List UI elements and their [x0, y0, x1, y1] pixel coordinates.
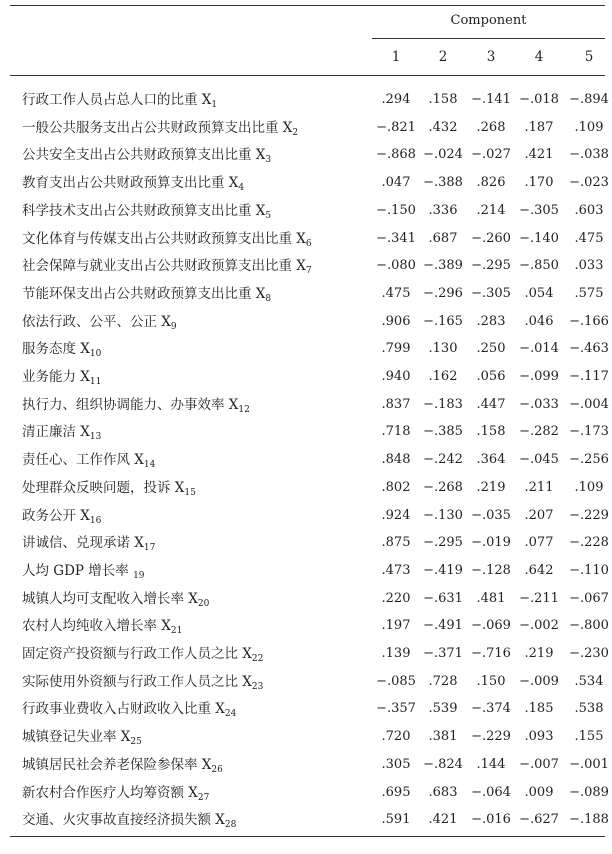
table-cell: .799 [381, 341, 411, 357]
table-cell: −.868 [376, 147, 416, 163]
row-label-text: 固定资产投资额与行政工作人员之比 X [22, 646, 252, 662]
table-cell: .046 [524, 313, 554, 329]
table-cell: .077 [524, 535, 554, 551]
table-cell: −.282 [519, 424, 559, 440]
table-cell: .591 [381, 812, 411, 828]
table-cell: .432 [428, 119, 458, 135]
table-row [10, 529, 609, 557]
table-row [10, 363, 609, 391]
row-label-text: 科学技术支出占公共财政预算支出比重 X [22, 202, 266, 219]
row-label-text: 处理群众反映问题，投诉 X [22, 479, 185, 496]
table-cell: .364 [476, 452, 506, 468]
column-number-4: 4 [534, 49, 544, 65]
table-cell: .211 [524, 479, 554, 495]
row-label-subscript: 24 [224, 709, 237, 720]
row-label-subscript: 20 [197, 598, 210, 609]
table-cell: −.242 [423, 452, 463, 468]
table-cell: −.007 [519, 756, 559, 772]
table-cell: −.357 [376, 701, 416, 717]
table-cell: .220 [381, 590, 411, 606]
table-cell: .826 [476, 175, 506, 191]
row-label-text: 交通、火灾事故直接经济损失额 X [22, 812, 225, 829]
table-cell: −.035 [471, 507, 511, 523]
row-label-subscript: 17 [143, 543, 156, 554]
table-cell: −.627 [519, 812, 559, 828]
row-label-subscript: 27 [197, 792, 210, 803]
table-cell: −.080 [376, 258, 416, 274]
table-row [10, 751, 609, 779]
table-cell: −.821 [376, 119, 416, 135]
row-label-subscript: 7 [305, 266, 312, 277]
table-cell: .130 [428, 341, 458, 357]
table-cell: −.389 [423, 258, 463, 274]
table-row [10, 114, 605, 142]
table-cell: −.033 [519, 396, 559, 412]
table-cell: −.824 [423, 756, 463, 772]
table-cell: −.016 [471, 812, 511, 828]
table-cell: .170 [524, 175, 554, 191]
table-cell: −.388 [423, 175, 463, 191]
header-bottom-rule [10, 75, 605, 76]
row-label-subscript: 19 [133, 570, 145, 581]
table-cell: .268 [476, 119, 506, 135]
table-cell: −.045 [519, 452, 559, 468]
row-label-subscript: 22 [251, 654, 264, 664]
table-cell: .906 [381, 313, 411, 329]
table-cell: −.631 [423, 590, 463, 606]
table-cell: .207 [524, 507, 554, 523]
table-cell: .539 [428, 701, 458, 717]
table-cell: .056 [476, 369, 506, 384]
table-cell: −.256 [569, 452, 609, 468]
table-cell: .687 [428, 230, 458, 246]
column-number-1: 1 [391, 49, 401, 65]
table-row [10, 557, 609, 585]
table-cell: .158 [476, 424, 506, 440]
table-cell: −.140 [519, 230, 559, 246]
table-cell: .093 [524, 729, 554, 745]
column-number-3: 3 [486, 49, 496, 65]
table-row [10, 197, 605, 225]
table-cell: −.009 [519, 673, 559, 689]
table-cell: .155 [574, 729, 604, 745]
table-cell: .695 [381, 784, 411, 800]
row-label-subscript: 14 [143, 460, 156, 471]
table-cell: −.850 [519, 258, 559, 274]
table-cell: .150 [476, 673, 506, 689]
bottom-rule [10, 836, 605, 837]
row-label-text: 人均 GDP 增长率 [22, 562, 134, 579]
table-cell: −.173 [569, 424, 609, 440]
table-cell: .538 [574, 701, 604, 717]
row-label-text: 依法行政、公平、公正 X [22, 313, 171, 330]
table-row [10, 723, 605, 751]
table-row [10, 474, 605, 502]
table-cell: .219 [524, 646, 554, 661]
table-cell: −.166 [569, 313, 609, 329]
table-cell: −.018 [519, 92, 559, 107]
table-row [10, 446, 609, 474]
row-label-text: 城镇人均可支配收入增长率 X [22, 590, 198, 607]
table-cell: .475 [574, 230, 604, 246]
table-cell: −.014 [519, 341, 559, 357]
table-cell: −.027 [471, 147, 511, 163]
row-label-text: 农村人均纯收入增长率 X [22, 618, 171, 635]
row-label-subscript: 28 [224, 820, 237, 831]
table-cell: −.268 [423, 479, 463, 495]
table-cell: −.067 [569, 590, 609, 606]
table-cell: −.716 [471, 646, 511, 661]
table-cell: −.295 [423, 535, 463, 551]
row-label-subscript: 11 [89, 377, 102, 387]
table-cell: −.019 [471, 535, 511, 551]
table-cell: .447 [476, 396, 506, 412]
row-label-subscript: 26 [211, 764, 223, 775]
row-label-text: 行政事业费收入占财政收入比重 X [22, 701, 225, 718]
table-cell: .720 [381, 729, 411, 745]
table-cell: .162 [428, 369, 458, 384]
table-cell: .109 [574, 479, 604, 495]
table-cell: .924 [381, 507, 411, 523]
table-row [10, 612, 609, 640]
row-label-text: 业务能力 X [22, 369, 90, 385]
table-cell: −.211 [519, 590, 559, 606]
table-row [10, 252, 605, 280]
table-cell: .683 [428, 784, 458, 800]
table-cell: .575 [574, 285, 604, 301]
row-label [22, 806, 236, 839]
row-label-subscript: 15 [184, 487, 196, 498]
table-cell: −.230 [569, 646, 609, 661]
row-label-subscript: 21 [170, 626, 183, 637]
table-cell: .144 [476, 756, 506, 772]
table-cell: .283 [476, 313, 506, 329]
row-label-subscript: 16 [89, 515, 102, 526]
row-label-text: 城镇登记失业率 X [22, 729, 131, 746]
row-label-subscript: 25 [130, 737, 142, 748]
table-cell: −.296 [423, 285, 463, 301]
row-label-text: 新农村合作医疗人均筹资额 X [22, 784, 198, 801]
row-label-subscript: 6 [305, 238, 312, 249]
table-cell: .305 [381, 756, 411, 772]
table-cell: .009 [524, 784, 554, 800]
table-cell: .802 [381, 479, 411, 495]
table-cell: −.069 [471, 618, 511, 634]
row-label-text: 讲诚信、兑现承诺 X [22, 535, 144, 552]
table-cell: .837 [381, 396, 411, 412]
table-row [10, 225, 605, 253]
table-cell: −.128 [471, 562, 511, 578]
table-row [10, 668, 605, 696]
table-cell: −.800 [569, 618, 609, 634]
table-row [10, 806, 609, 834]
table-cell: −.228 [569, 535, 609, 551]
table-row [10, 141, 609, 169]
table-row [10, 391, 609, 419]
table-cell: −.089 [569, 784, 609, 800]
column-number-2: 2 [438, 49, 448, 65]
row-label-text: 实际使用外资额与行政工作人员之比 X [22, 673, 252, 690]
table-row [10, 502, 609, 530]
table-cell: .219 [476, 479, 506, 495]
table-cell: −.064 [471, 784, 511, 800]
row-label-text: 行政工作人员占总人口的比重 X [22, 92, 212, 108]
table-cell: .728 [428, 673, 458, 689]
table-cell: .940 [381, 369, 411, 384]
table-cell: .214 [476, 202, 506, 218]
table-cell: −.894 [569, 92, 609, 107]
row-label-subscript: 8 [265, 293, 272, 304]
table-cell: .139 [381, 646, 411, 661]
table-cell: .421 [524, 147, 554, 163]
table-cell: −.141 [471, 92, 511, 107]
table-cell: .294 [381, 92, 411, 107]
row-label-subscript: 4 [238, 183, 245, 194]
row-label-text: 节能环保支出占公共财政预算支出比重 X [22, 285, 266, 302]
table-cell: −.419 [423, 562, 463, 578]
row-label-text: 文化体育与传媒支出占公共财政预算支出比重 X [22, 230, 306, 247]
table-cell: .158 [428, 92, 458, 107]
table-cell: .047 [381, 175, 411, 191]
table-row [10, 335, 609, 363]
table-cell: −.260 [471, 230, 511, 246]
table-cell: −.117 [569, 369, 609, 384]
row-label-text: 城镇居民社会养老保险参保率 X [22, 756, 212, 773]
row-label-text: 政务公开 X [22, 507, 90, 524]
table-cell: −.023 [569, 175, 609, 191]
row-label-subscript: 5 [265, 210, 272, 221]
row-label-subscript: 12 [238, 404, 250, 415]
table-cell: −.085 [376, 673, 416, 689]
table-row [10, 308, 609, 336]
table-cell: .642 [524, 562, 554, 578]
table-cell: −.002 [519, 618, 559, 634]
table-cell: −.374 [471, 701, 511, 717]
table-cell: .421 [428, 812, 458, 828]
row-label-subscript: 13 [89, 432, 102, 443]
table-cell: −.110 [569, 562, 609, 578]
table-cell: −.099 [519, 369, 559, 384]
table-cell: −.305 [519, 202, 559, 218]
table-cell: .054 [524, 285, 554, 301]
table-cell: .718 [381, 424, 411, 440]
table-cell: .381 [428, 729, 458, 745]
table-cell: −.371 [423, 646, 463, 661]
row-label-text: 执行力、组织协调能力、办事效率 X [22, 396, 239, 413]
table-cell: −.004 [569, 396, 609, 412]
row-label-text: 责任心、工作作风 X [22, 452, 144, 469]
column-number-5: 5 [584, 49, 594, 65]
table-cell: −.001 [569, 756, 609, 772]
table-cell: −.038 [569, 147, 609, 163]
table-cell: −.491 [423, 618, 463, 634]
table-cell: −.165 [423, 313, 463, 329]
table-cell: .473 [381, 562, 411, 578]
table-row [10, 86, 609, 114]
table-cell: −.305 [471, 285, 511, 301]
row-label-text: 教育支出占公共财政预算支出比重 X [22, 175, 239, 192]
top-rule [10, 5, 605, 6]
row-label-subscript: 3 [265, 155, 272, 166]
row-label-subscript: 1 [211, 100, 218, 110]
table-row [10, 169, 609, 197]
table-cell: .197 [381, 618, 411, 634]
table-cell: −.463 [569, 341, 609, 357]
table-row [10, 280, 605, 308]
row-label-subscript: 2 [292, 127, 299, 138]
table-cell: −.130 [423, 507, 463, 523]
table-cell: −.295 [471, 258, 511, 274]
table-row [10, 779, 609, 807]
row-label-text: 公共安全支出占公共财政预算支出比重 X [22, 147, 266, 164]
row-label-subscript: 10 [89, 349, 102, 360]
table-cell: .109 [574, 119, 604, 135]
table-cell: −.188 [569, 812, 609, 828]
table-cell: .187 [524, 119, 554, 135]
table-cell: .185 [524, 701, 554, 717]
table-cell: .875 [381, 535, 411, 551]
row-label-text: 社会保障与就业支出占公共财政预算支出比重 X [22, 258, 306, 275]
row-label-subscript: 9 [170, 321, 177, 332]
table-cell: .250 [476, 341, 506, 357]
table-cell: .848 [381, 452, 411, 468]
table-cell: −.150 [376, 202, 416, 218]
table-cell: .481 [476, 590, 506, 606]
component-header: Component [450, 13, 527, 28]
table-cell: −.024 [423, 147, 463, 163]
table-cell: .534 [574, 673, 604, 689]
row-label-text: 一般公共服务支出占公共财政预算支出比重 X [22, 119, 293, 136]
table-row [10, 695, 605, 723]
table-row [10, 418, 609, 446]
row-label-subscript: 23 [251, 681, 264, 692]
table-cell: −.229 [569, 507, 609, 523]
table-cell: −.341 [376, 230, 416, 246]
table-cell: −.229 [471, 729, 511, 745]
table-cell: −.385 [423, 424, 463, 440]
table-row [10, 640, 609, 668]
table-cell: .475 [381, 285, 411, 301]
table-cell: .603 [574, 202, 604, 218]
row-label-text: 清正廉洁 X [22, 424, 90, 441]
component-underline [372, 38, 605, 39]
table-cell: .033 [574, 258, 604, 274]
table-cell: −.183 [423, 396, 463, 412]
table-row [10, 585, 609, 613]
row-label-text: 服务态度 X [22, 341, 90, 358]
table-cell: .336 [428, 202, 458, 218]
